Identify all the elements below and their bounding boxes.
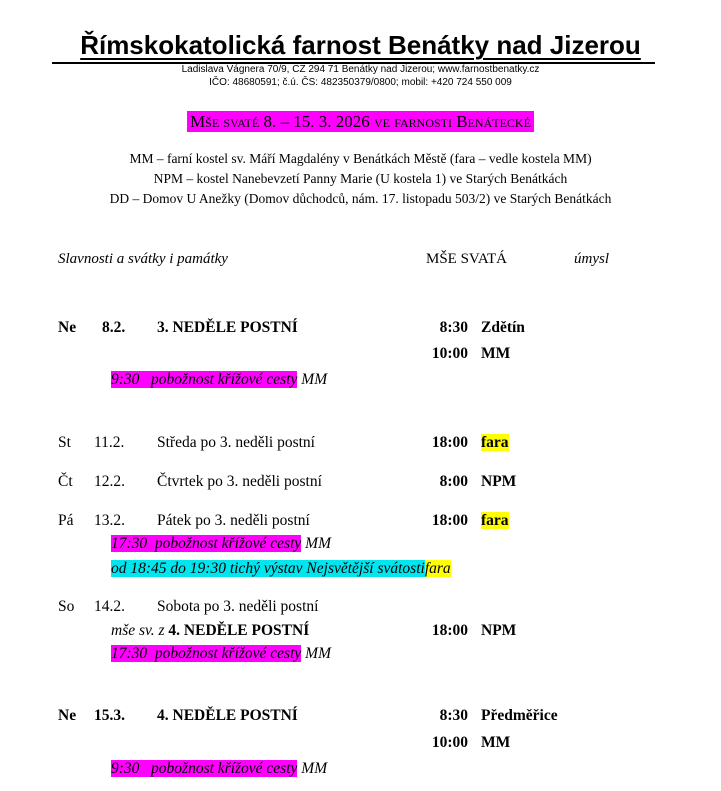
celebration-name: 4. NEDĚLE POSTNÍ — [157, 707, 298, 724]
note-time: 17:30 — [111, 645, 148, 662]
celebration-name: Čtvrtek po 3. neděli postní — [157, 473, 322, 490]
mass-time: 18:00 — [431, 434, 468, 451]
mass-place-highlight: fara — [481, 512, 509, 529]
mass-place — [481, 512, 509, 530]
parish-address: Ladislava Vágnera 70/9, CZ 294 71 Benátky nad Jizerou; www.farnostbenatky.cz — [181, 64, 540, 75]
column-intention: úmysl — [574, 251, 609, 267]
week-banner-text: Mše svaté 8. – 15. 3. 2026 ve farnosti Benátecké — [187, 111, 534, 132]
mass-time: 18:00 — [431, 622, 468, 639]
date-label: 12.2. — [94, 473, 125, 490]
mass-time: 10:00 — [431, 345, 468, 362]
vigil-prefix: mše sv. z — [111, 622, 165, 639]
note-place: MM — [301, 760, 328, 777]
vigil-mass-label — [111, 622, 309, 640]
date-label: 15.3. — [94, 707, 125, 724]
stations-of-cross-note — [111, 535, 331, 553]
date-label: 11.2. — [94, 434, 125, 451]
note-text: pobožnost křížové cesty — [151, 371, 298, 388]
week-banner — [0, 112, 721, 132]
celebration-name: Sobota po 3. neděli postní — [157, 598, 319, 615]
stations-of-cross-note — [111, 645, 331, 663]
legend-line-dd: DD – Domov U Anežky (Domov důchodců, nám. 17. listopadu 503/2) ve Starých Benátkách — [109, 191, 612, 206]
day-label: Ne — [58, 319, 77, 336]
mass-time: 10:00 — [431, 734, 468, 751]
note-place: MM — [305, 645, 331, 662]
legend-line-mm: MM – farní kostel sv. Máří Magdalény v Benátkách Městě (fara – vedle kostela MM) — [129, 151, 592, 166]
adoration-place: fara — [424, 560, 451, 577]
note-time: 17:30 — [111, 535, 148, 552]
column-feasts: Slavnosti a svátky i památky — [58, 251, 228, 267]
day-label: Čt — [58, 473, 73, 490]
note-time: 9:30 — [111, 371, 140, 388]
parish-ids: IČO: 48680591; č.ú. ČS: 482350379/0800; mobil: +420 724 550 009 — [209, 77, 512, 88]
mass-time: 18:00 — [431, 512, 468, 529]
celebration-name: Pátek po 3. neděli postní — [157, 512, 310, 529]
date-label: 13.2. — [94, 512, 125, 529]
stations-of-cross-note — [111, 371, 327, 389]
note-place: MM — [301, 371, 328, 388]
mass-time: 8:30 — [439, 319, 468, 336]
note-text: pobožnost křížové cesty — [154, 535, 302, 552]
day-label: St — [58, 434, 71, 451]
adoration-note — [111, 560, 451, 578]
celebration-name: 3. NEDĚLE POSTNÍ — [157, 319, 298, 336]
mass-place: MM — [481, 345, 511, 362]
day-label: Pá — [58, 512, 74, 529]
mass-place: Zdětín — [481, 319, 525, 336]
mass-place: MM — [481, 734, 511, 751]
parish-title: Římskokatolická farnost Benátky nad Jizerou — [80, 30, 641, 60]
day-label: So — [58, 598, 75, 615]
mass-place: NPM — [481, 622, 517, 639]
day-label: Ne — [58, 707, 77, 724]
vigil-name: 4. NEDĚLE POSTNÍ — [168, 622, 310, 639]
legend-line-npm: NPM – kostel Nanebevzetí Panny Marie (U kostela 1) ve Starých Benátkách — [153, 171, 568, 186]
date-label: 14.2. — [94, 598, 125, 615]
note-text: pobožnost křížové cesty — [154, 645, 302, 662]
mass-place — [481, 434, 509, 452]
mass-time: 8:30 — [439, 707, 468, 724]
date-label: 8.2. — [102, 319, 126, 336]
note-time: 9:30 — [111, 760, 140, 777]
mass-place-highlight: fara — [481, 434, 509, 451]
celebration-name: Středa po 3. neděli postní — [157, 434, 315, 451]
adoration-text: od 18:45 do 19:30 tichý výstav Nejsvětější svátosti — [111, 560, 425, 577]
stations-of-cross-note — [111, 760, 327, 778]
mass-time: 8:00 — [439, 473, 468, 490]
column-mass: MŠE SVATÁ — [426, 251, 507, 267]
mass-place: Předměřice — [481, 707, 558, 724]
note-place: MM — [305, 535, 331, 552]
mass-place: NPM — [481, 473, 517, 490]
note-text: pobožnost křížové cesty — [151, 760, 298, 777]
